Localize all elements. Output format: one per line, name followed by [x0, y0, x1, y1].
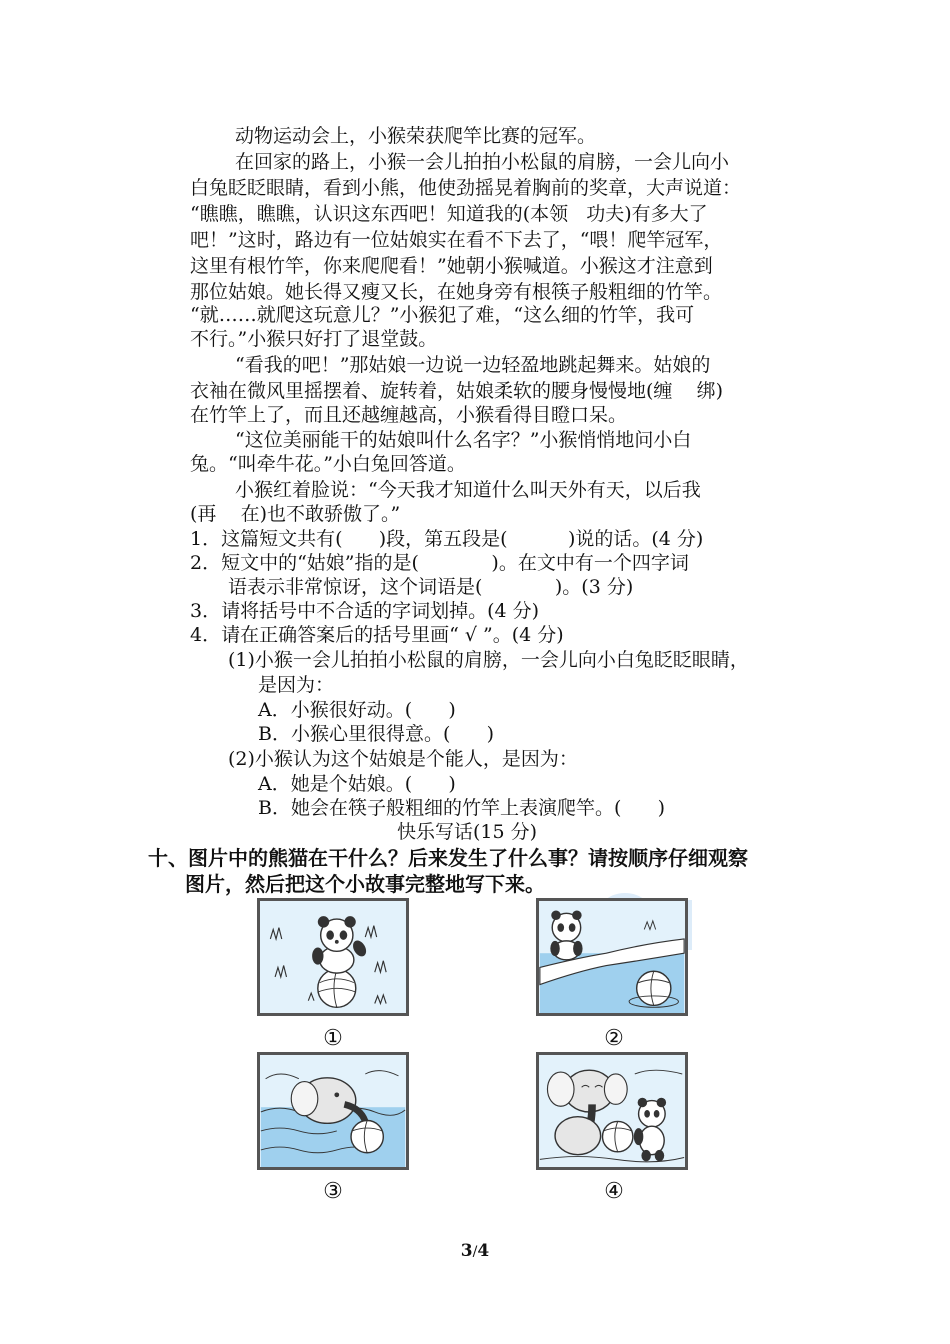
picture-4	[536, 1052, 688, 1170]
passage-line: “这位美丽能干的姑娘叫什么名字？”小猴悄悄地问小白	[235, 429, 692, 451]
panda-ball-in-river-icon	[539, 901, 685, 1013]
question-3: 3．请将括号中不合适的字词划掉。(4 分)	[190, 600, 540, 622]
question-4-1-cont: 是因为：	[258, 674, 335, 696]
section-title: 快乐写话(15 分)	[397, 821, 538, 843]
writing-task-cont: 图片，然后把这个小故事完整地写下来。	[185, 872, 545, 896]
passage-line: 在回家的路上，小猴一会儿拍拍小松鼠的肩膀，一会儿向小	[235, 151, 730, 173]
passage-line: “就……就爬这玩意儿？”小猴犯了难，“这么细的竹竿，我可	[190, 304, 695, 326]
question-1: 1．这篇短文共有( )段，第五段是( )说的话。(4 分)	[190, 528, 704, 550]
option-a: A．小猴很好动。( )	[258, 699, 456, 721]
passage-line: “瞧瞧，瞧瞧，认识这东西吧！知道我的(本领 功夫)有多大了	[190, 203, 708, 225]
question-4-1: (1)小猴一会儿拍拍小松鼠的肩膀，一会儿向小白兔眨眨眼睛，	[228, 649, 749, 671]
page-separator: /	[472, 1244, 478, 1260]
option-a: A．她是个姑娘。( )	[258, 773, 456, 795]
picture-2-label: ②	[604, 1026, 624, 1051]
picture-3	[257, 1052, 409, 1170]
question-2: 2．短文中的“姑娘”指的是( )。在文中有一个四字词	[190, 552, 689, 574]
elephant-in-water-with-ball-icon	[260, 1055, 406, 1167]
passage-line: 这里有根竹竿，你来爬爬看！”她朝小猴喊道。小猴这才注意到	[190, 255, 713, 277]
passage-line: 动物运动会上，小猴荣获爬竿比赛的冠军。	[235, 125, 597, 147]
passage-line: 小猴红着脸说：“今天我才知道什么叫天外有天，以后我	[235, 479, 701, 501]
passage-line: 衣袖在微风里摇摆着、旋转着，姑娘柔软的腰身慢慢地(缠 绑)	[190, 380, 723, 402]
question-4: 4．请在正确答案后的括号里画“ √ ”。(4 分)	[190, 624, 564, 646]
panda-on-ball-icon	[260, 901, 406, 1013]
elephant-and-panda-with-ball-icon	[539, 1055, 685, 1167]
passage-line: 吧！”这时，路边有一位姑娘实在看不下去了，“喂！爬竿冠军，	[190, 229, 723, 251]
picture-1-label: ①	[323, 1026, 343, 1051]
option-b: B．小猴心里很得意。( )	[258, 723, 495, 745]
passage-line: 白兔眨眨眼睛，看到小熊，他使劲摇晃着胸前的奖章，大声说道：	[190, 177, 742, 199]
option-b: B．她会在筷子般粗细的竹竿上表演爬竿。( )	[258, 797, 666, 819]
picture-1	[257, 898, 409, 1016]
passage-line: 兔。“叫牵牛花。”小白兔回答道。	[190, 453, 466, 475]
question-4-2: (2)小猴认为这个姑娘是个能人，是因为：	[228, 748, 578, 770]
picture-3-label: ③	[323, 1179, 343, 1204]
picture-4-label: ④	[604, 1179, 624, 1204]
passage-line: 在竹竿上了，而且还越缠越高，小猴看得目瞪口呆。	[190, 404, 628, 426]
passage-line: 那位姑娘。她长得又瘦又长，在她身旁有根筷子般粗细的竹竿。	[190, 281, 723, 303]
page-number	[0, 1241, 950, 1261]
passage-line: 不行。”小猴只好打了退堂鼓。	[190, 328, 438, 350]
writing-task: 十、图片中的熊猫在干什么？后来发生了什么事？请按顺序仔细观察	[148, 846, 748, 870]
picture-2	[536, 898, 688, 1016]
page-total: 4	[477, 1241, 490, 1261]
passage-line: (再 在)也不敢骄傲了。”	[190, 503, 401, 525]
passage-line: “看我的吧！”那姑娘一边说一边轻盈地跳起舞来。姑娘的	[235, 354, 711, 376]
question-2-cont: 语表示非常惊讶，这个词语是( )。(3 分)	[228, 576, 634, 598]
page-current: 3	[460, 1241, 473, 1261]
